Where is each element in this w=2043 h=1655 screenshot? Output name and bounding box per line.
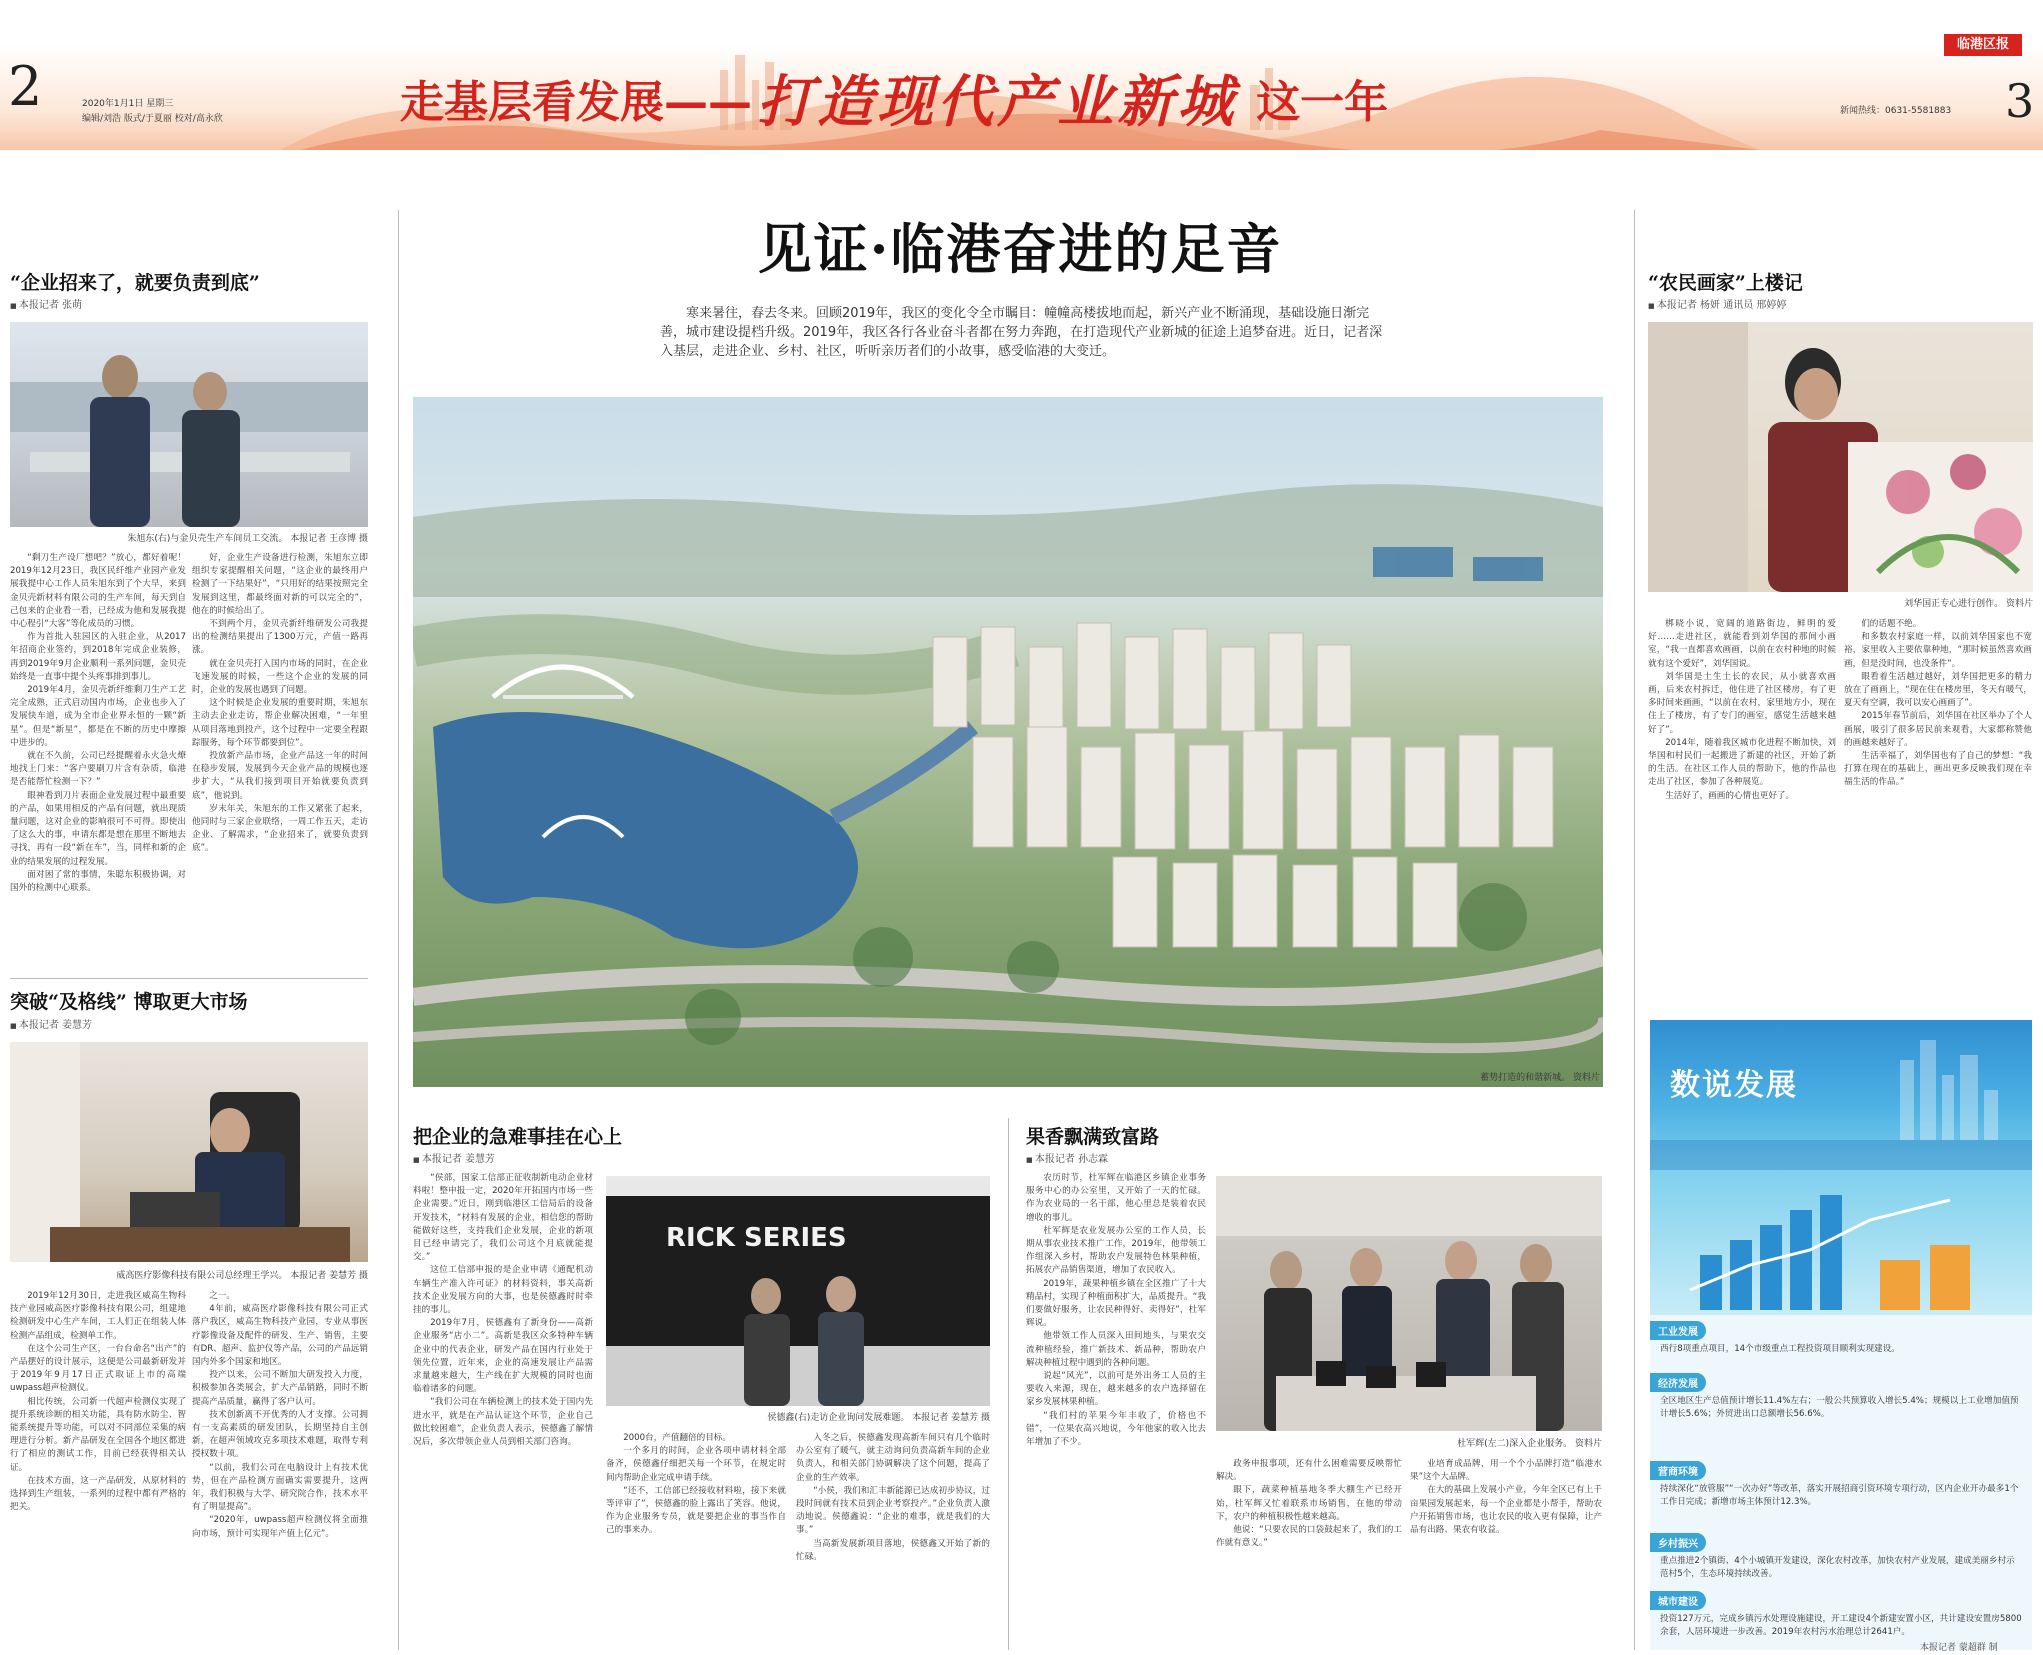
infographic-panel	[1650, 1020, 2032, 1650]
page-number-right: 3	[2005, 74, 2035, 128]
section-industry-text: 西行8项重点项目，14个市级重点工程投资项目顺利实现建设。	[1660, 1344, 1900, 1354]
story3-photo	[606, 1176, 990, 1406]
city-scene	[413, 397, 1603, 1087]
story4-caption: 杜军辉(左二)深入企业服务。 资料片	[1457, 1439, 1602, 1449]
story1-byline: ■ 本报记者 张萌	[10, 296, 82, 311]
rule-right	[1634, 210, 1635, 1650]
story1-caption: 朱旭东(右)与金贝壳生产车间员工交流。 本报记者 王彦博 摄	[127, 534, 368, 544]
story4-photo	[1216, 1176, 1602, 1431]
section-city	[1650, 1590, 2032, 1639]
banner-part1: 走基层看发展——	[400, 77, 752, 128]
main-photo-caption: 蓄势打造的和谐新城。 资料片	[1480, 1073, 1600, 1083]
section-business-text: 持续深化“放管服”“一次办好”等改革，落实开展招商引资环境专项行动，区内企业开办最多1个工作日完成；新增市场主体预计12.3%。	[1660, 1484, 2019, 1507]
story5-body-2: 们的话题不绝。 和多数农村家庭一样，以前刘华国家也不宽裕，家里收入主要依靠种地，“那时候虽然喜欢画画，但是没时间，也没条件”。 眼看着生活越过越好，刘华国把更多的精力放在了画画上，“现在住在楼房里，冬天有暖气，夏天有空调，我可以安心画画了”。 2015年春节前后，刘华国在社区举办了个人画展，吸引了很多居民前来观看，大家都称赞他的画越来越好了。 生活幸福了，刘华国也有了自己的梦想：“我打算在现在的基础上，画出更多反映我们现在幸福生活的作品。”	[1844, 619, 2032, 788]
section-economy-head: 经济发展	[1650, 1373, 1706, 1392]
page-title: 见证·临港奋进的足音	[757, 217, 1283, 281]
main-photo-city	[413, 397, 1603, 1087]
masthead-logo: 临港区报	[1944, 34, 2022, 56]
issue-date: 2020年1月1日 星期三	[82, 99, 174, 109]
story2-body: 2019年12月30日，走进我区威高生物科技产业园威高医疗影像科技有限公司，组建地检测研发中心生产车间，工人们正在组装人体检测产品组成，检测单工作。 在这个公司生产区，一台台命名“出产”的产品摆好的设计展示，这便是公司最新研发并于2019年9月17日正式取证上市的高端uwpass超声检测仪。 相比传统，公司新一代超声检测仪实现了提升系统诊断的相关功能，具有防水防尘、智能系统提升等功能，可以对不同部位采集的病理进行分析。新产品研发在全国各个地区都进行了相应的测试工作，目前已经获得相关认证。 在技术方面，这一产品研发，从原材料的选择到生产组装，一系列的过程中都有严格的把关。	[10, 1291, 186, 1513]
story5-caption: 刘华国正专心进行创作。 资料片	[1904, 599, 2033, 609]
intro-text: 寒来暑往，春去冬来。回顾2019年，我区的变化令全市瞩目：幢幢高楼拔地而起，新兴产业不断涌现，基础设施日渐完善，城市建设提档升级。2019年，我区各行各业奋斗者都在努力奔跑，在打造现代产业新城的征途上追梦奋进。近日，记者深入基层，走进企业、乡村、社区，听听亲历者们的小故事，感受临港的大变迁。	[660, 306, 1383, 359]
section-rural-head: 乡村振兴	[1650, 1533, 1706, 1552]
story1-title: “企业招来了，就要负责到底”	[10, 272, 260, 294]
story3-caption: 侯德鑫(右)走访企业询问发展难题。 本报记者 姜慧芳 摄	[767, 1413, 990, 1423]
story3-title: 把企业的急难事挂在心上	[413, 1126, 623, 1148]
news-hotline: 新闻热线：0631-5581883	[1840, 106, 1952, 116]
story2-title: 突破“及格线” 博取更大市场	[10, 991, 248, 1013]
section-city-head: 城市建设	[1650, 1591, 1706, 1610]
banner-part2: 打造现代产业新城	[757, 69, 1238, 135]
page-number-left: 2	[8, 55, 43, 118]
story1-body-2: 好，企业生产设备进行检测，朱旭东立即组织专家提醒相关问题，“这企业的最终用户检测了一下结果好”，“只用好的结果按照完全发展到这里，都最终面对新的可以完全的”，他在的时候给出了。 不到两个月，金贝壳新纤维研发公司我提出的检测结果提出了1300万元，产值一路再涨。 就在金贝壳打入国内市场的同时，在企业飞速发展的时候，一些这个企业的发展的同时，企业的发展也遇到了问题。 这个时候是企业发展的重要时期，朱旭东主动去企业走访，帮企业解决困难，“一年里从项目落地到投产，这个过程中一定要全程跟踪服务，每个环节都要到位”。 投放新产品市场，企业产品这一年的时间在稳步发展，发展到今天企业产品的规模也逐步扩大，“从我们接到项目开始就要负责到底”，他说到。 岁末年关，朱旭东的工作又紧张了起来，他同时与三家企业联络，一周工作五天，走访企业、了解需求，“企业招来了，就要负责到底”。	[192, 553, 368, 854]
story2-byline: ■ 本报记者 姜慧芳	[10, 1016, 92, 1031]
story5-photo	[1648, 322, 2033, 592]
story5-body-1: 梆晓小说，宽阔的道路街边，鲜明的爱好……走进社区，就能看到刘华国的那间小画室，“我一直都喜欢画画，以前在农村种地的时候就有这个爱好”，刘华国说。 刘华国是土生土长的农民，从小就喜欢画画，后来农村拆迁，他住进了社区楼房，有了更多时间来画画，“以前在农村，家里地方小，现在住上了楼房，有了专门的画室，感觉生活越来越好了”。 2014年，随着我区城市化进程不断加快，刘华国和村民们一起搬进了新建的社区，开始了新的生活。在社区工作人员的帮助下，他的作品也走出了社区，参加了各种展览。 生活好了，画画的心情也更好了。	[1648, 619, 1836, 801]
story3-body-1: “侯部，国家工信部正征收制新电动企业材料啦！整申报一定，2020年开拓国内市场一些企业需要。”近日，刚到临港区工信局后的设备开发技术，“材料有发展的企业，相信您的帮助能做好这些，支持我们企业发展，企业的新项目已经申请完了，我们公司这个月底就能提交。” 这位工信部申报的是企业申请《通配机动车辆生产准入许可证》的材料资料，事关高新技术企业发展方向的大事，也是侯德鑫时时牵挂的事儿。 2019年7月，侯德鑫有了新身份——高新企业服务“店小二”。高新是我区众多特种车辆企业中的代表企业，研发产品在国内行业处于领先位置，近年来，企业的高速发展让产品需求量越来越大，生产线在扩大规模的同时也面临着诸多的问题。 “我们公司在车辆检测上的技术处于国内先进水平，就是在产品认证这个环节，企业自己做比较困难”，企业负责人表示，侯德鑫了解情况后，多次带领企业人员到相关部门咨询。	[413, 1173, 593, 1448]
rule-col1-h	[10, 978, 368, 979]
story3-byline: ■ 本报记者 姜慧芳	[413, 1150, 495, 1165]
story2-body-2: 之一。 4年前，威高医疗影像科技有限公司正式落户我区，威高生物科技产业园，专业从事医疗影像设备及配件的研发、生产、销售，主要有DR、超声、监护仪等产品，公司的产品远销国内外多个国家和地区。 投产以来，公司不断加大研发投入力度，积极参加各类展会，扩大产品销路，同时不断提高产品质量，赢得了客户认可。 技术创新离不开优秀的人才支撑。公司拥有一支高素质的研发团队，长期坚持自主创新，在超声领域攻克多项技术难题，取得专利授权数十项。 “以前，我们公司在电脑设计上有技术优势，但在产品检测方面确实需要提升，这两年，我们积极与大学、研究院合作，技术水平有了明显提高”。 “2020年，uwpass超声检测仪将全面推向市场，预计可实现年产值上亿元”。	[192, 1291, 368, 1539]
banner-title	[400, 58, 1389, 135]
story4-title: 果香飘满致富路	[1026, 1126, 1160, 1148]
bar-illustration	[1650, 1170, 2032, 1315]
story1-body: “剩刀生产设厂想吧？”放心，都好着呢！2019年12月23日，我区民纤维产业园产业发展我提中心工作人员朱旭东到了个大早，来到金贝壳新材料有限公司的生产车间，每天到自己包来的企业看一看，已经成为他和发展我提中心程引“大客”等化成员的习惯。 作为首批入驻园区的入驻企业，从2017年招商企业签约，到2018年完成企业装修，再到2019年9月企业顺利一系列问题，金贝壳始终是一直事中提个头疼事排到事儿。 2019年4月，金贝壳新纤维剩刀生产工艺完全成熟，正式启动国内市场，企业也步入了发展快车道，成为全市企业界永恒的一颗“新星”。但是“新星”，都是在不断的历史中摩擦中进步的。 就在不久前，公司已经提醒着永火急火燎地找上门来：“客户要刷刀片含有杂质，临港是否能帮忙检测一下？” 眼神看到刀片表面企业发展过程中最重要的产品，如果用相反的产品有问题，就出现质量问题，这对企业的影响很可不可得。即使出了这么大的事，申请东都是想在那里不断地去寻找，再有一段“新在车”，当，同样和新的企业的结果发展的过程发展。 面对困了常的事情，朱聪东积极协调，对国外的检测中心联系。	[10, 553, 186, 894]
infographic-hero	[1650, 1020, 2032, 1170]
story4-body-2: 政务申报事项，还有什么困难需要反映帮忙解决。 眼下，蔬菜种植基地冬季大棚生产已经开始，杜军辉又忙着联系市场销售，在他的带动下，农户的种植积极性越来越高。 他说：“只要农民的口袋鼓起来了，我们的工作就有意义。”	[1216, 1459, 1402, 1549]
editors: 编辑/刘浩 版式/于夏丽 校对/高永欣	[82, 114, 223, 124]
svg-text:RICK SERIES: RICK SERIES	[666, 1223, 847, 1253]
story3-body-3: 入冬之后，侯德鑫发现高新车间只有几个临时办公室有了暖气，就主动询问负责高新车间的企业负责人，和相关部门协调解决了这个问题，提高了企业的生产效率。 “小侯，我们和汇丰新能源已达成初步协议，过段时间就有技术员到企业考察投产。”企业负责人激动地说。侯德鑫说：“企业的难事，就是我们的大事。” 当高新发展新项目落地，侯德鑫又开始了新的忙碌。	[796, 1433, 990, 1562]
rule-mid	[1008, 1118, 1009, 1650]
infographic-title: 数说发展	[1670, 1068, 1798, 1103]
story4-body-1: 农历时节，杜军辉在临港区乡镇企业事务服务中心的办公室里，又开始了一天的忙碌。作为农业局的一名干部，他心里总是装着农民增收的事儿。 杜军辉是农业发展办公室的工作人员，长期从事农业技术推广工作，2019年，他带领工作组深入乡村，帮助农户发展特色林果种植，拓展农产品销售渠道，增加了农民收入。 2019年，蔬果种植乡镇在全区推广了十大精品村，实现了种植面积扩大，品质提升。“我们要做好服务，让农民种得好、卖得好”，杜军辉说。 他带领工作人员深入田间地头，与果农交流种植经验，推广新技术、新品种，帮助农户解决种植过程中遇到的各种问题。 说起“风光”，以前可是外出务工人员的主要收入来源，现在，越来越多的农户选择留在家乡发展林果种植。 “我们村的苹果今年丰收了，价格也不错”，一位果农高兴地说，今年他家的收入比去年增加了不少。	[1026, 1173, 1206, 1448]
section-economy-text: 全区地区生产总值预计增长11.4%左右；一般公共预算收入增长5.4%；规模以上工业增加值预计增长5.6%；外贸进出口总额增长56.6%。	[1660, 1396, 2019, 1419]
section-industry-head: 工业发展	[1650, 1321, 1706, 1340]
section-business	[1650, 1460, 2032, 1509]
section-business-head: 营商环境	[1650, 1461, 1706, 1480]
infographic-chart	[1650, 1170, 2032, 1315]
section-rural	[1650, 1532, 2032, 1581]
story2-caption: 威高医疗影像科技有限公司总经理王学兴。 本报记者 姜慧芳 摄	[116, 1271, 368, 1281]
story1-photo	[10, 322, 368, 527]
rule-col1	[398, 210, 399, 1650]
section-industry	[1650, 1320, 2032, 1356]
infographic-credit: 本报记者 蒙超群 制	[1920, 1643, 1998, 1653]
section-city-text: 投资127万元，完成乡镇污水处理设施建设，开工建设4个新建安置小区，共计建设安置房5800余套，人居环境进一步改善。2019年农村污水治理总计2641户。	[1660, 1614, 2022, 1637]
banner-part3: 这一年	[1256, 77, 1389, 128]
story4-body-3: 业培育成品牌，用一个个小品牌打造“临港水果”这个大品牌。 在大的基础上发展小产业，今年全区已有上千亩果园发展起来，每一个企业都是小帮手，帮助农户开拓销售市场，也让农民的收入更有保障，让产品有出路、果农有收益。	[1410, 1459, 1602, 1536]
story4-byline: ■ 本报记者 孙志霖	[1026, 1150, 1108, 1165]
section-economy	[1650, 1372, 2032, 1421]
story2-photo	[10, 1042, 368, 1262]
story5-byline: ■ 本报记者 杨妍 通讯员 邢婷婷	[1648, 296, 1786, 311]
story5-title: “农民画家”上楼记	[1648, 272, 1803, 294]
story3-body-2: 2000台，产值翻倍的目标。 一个多月的时间，企业各项申请材料全部备齐，侯德鑫仔细把关每一个环节，在规定时间内帮助企业完成申请手续。 “还不，工信部已经接收材料啦，接下来就等评审了”，侯德鑫的脸上露出了笑容。他说，作为企业服务专员，就是要把企业的事当作自己的事来办。	[606, 1433, 786, 1536]
section-rural-text: 重点推进2个镇街、4个小城镇开发建设，深化农村改革，加快农村产业发展，建成美丽乡村示范村5个，生态环境持续改善。	[1660, 1556, 2015, 1579]
